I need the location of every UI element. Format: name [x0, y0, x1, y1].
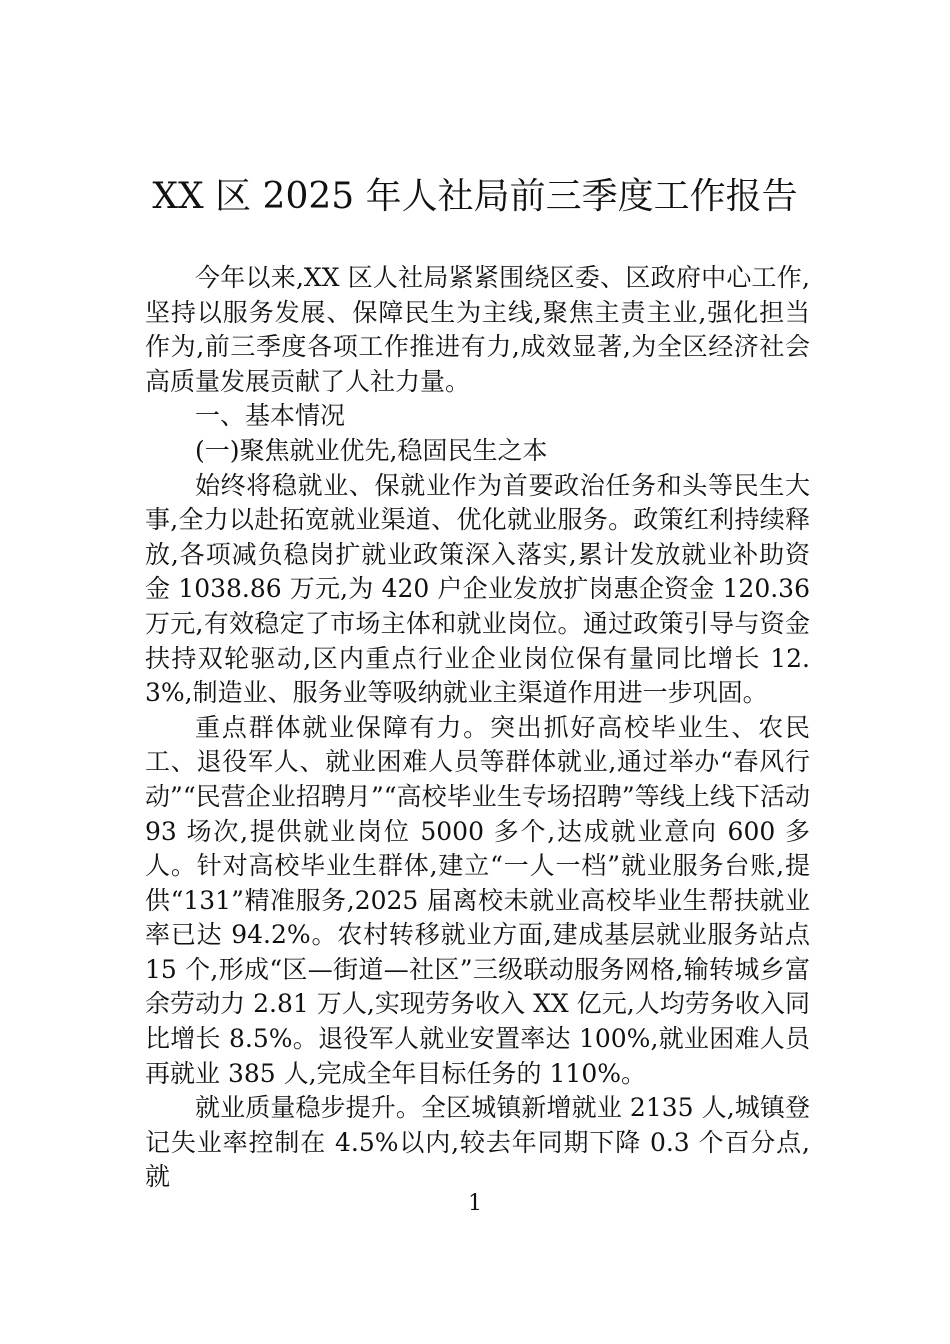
subsection-heading: (一)聚焦就业优先,稳固民生之本	[195, 435, 548, 465]
key-groups-paragraph: 重点群体就业保障有力。突出抓好高校毕业生、农民工、退役军人、就业困难人员等群体就业,通过举办“春风行动”“民营企业招聘月”“高校毕业生专场招聘”等线上线下活动 93 场次,提供就业岗位 5000 多个,达成就业意向 600 多人。针对高校毕业生群体,建立“一人一档”就业服务台账,提供“131”精准服务,2025 届离校未就业高校毕业生帮扶就业率已达 94.2%。农村转移就业方面,建成基层就业服务站点 15 个,形成“区—街道—社区”三级联动服务网格,输转城乡富余劳动力 2.81 万人,实现劳务收入 XX 亿元,人均劳务收入同比增长 8.5%。退役军人就业安置率达 100%,就业困难人员再就业 385 人,完成全年目标任务的 110%。	[145, 712, 810, 1088]
intro-paragraph: 今年以来,XX 区人社局紧紧围绕区委、区政府中心工作,坚持以服务发展、保障民生为主线,聚焦主责主业,强化担当作为,前三季度各项工作推进有力,成效显著,为全区经济社会高质量发展贡献了人社力量。	[145, 263, 810, 396]
page-number: 1	[468, 1191, 482, 1216]
section-heading: 一、基本情况	[195, 401, 346, 431]
employment-policy-paragraph: 始终将稳就业、保就业作为首要政治任务和头等民生大事,全力以赴拓宽就业渠道、优化就业服务。政策红利持续释放,各项减负稳岗扩就业政策深入落实,累计发放就业补助资金 1038.86 万元,为 420 户企业发放扩岗惠企资金 120.36 万元,有效稳定了市场主体和就业岗位。通过政策引导与资金扶持双轮驱动,区内重点行业企业岗位保有量同比增长 12.3%,制造业、服务业等吸纳就业主渠道作用进一步巩固。	[145, 470, 810, 708]
employment-quality-paragraph: 就业质量稳步提升。全区城镇新增就业 2135 人,城镇登记失业率控制在 4.5%以内,较去年同期下降 0.3 个百分点,就	[145, 1093, 810, 1192]
document-title: XX 区 2025 年人社局前三季度工作报告	[152, 176, 798, 217]
document-body	[145, 261, 810, 1195]
